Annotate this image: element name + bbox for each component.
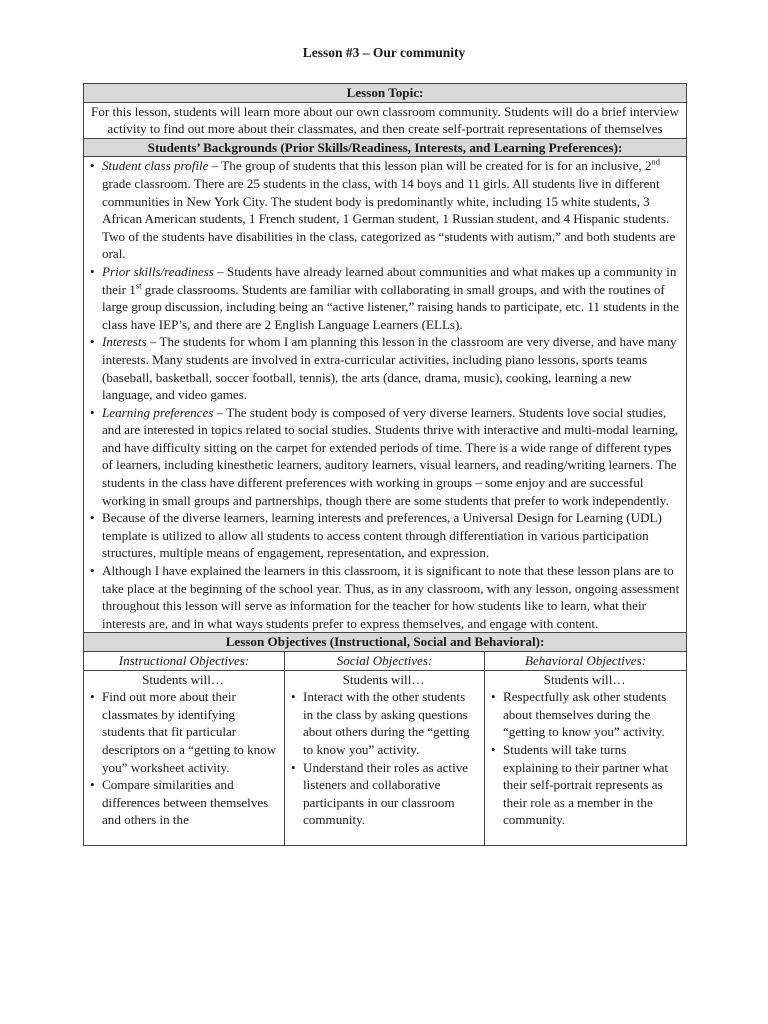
list-item: • Respectfully ask other students about themselves during the “getting to know you” activity. (489, 688, 680, 741)
list-item: • Find out more about their classmates by identifying students that fit particular descriptors on a “getting to know you” worksheet activity. (88, 688, 278, 776)
lesson-topic-header: Lesson Topic: (84, 84, 687, 103)
behavioral-objectives-title: Behavioral Objectives: (485, 652, 687, 671)
list-item: • Students will take turns explaining to their partner what their self-portrait represents as their role as a member in the community. (489, 741, 680, 829)
list-item: • Although I have explained the learners in this classroom, it is significant to note that these lesson plans are to take place at the beginning of the school year. Thus, as in any classroom, with any lesson, ongoing assessment throughout this lesson will serve as information for the teacher for how students like to learn, what their interests are, and in what ways students prefer to express themselves, and engage with content. (88, 562, 682, 632)
backgrounds-header: Students’ Backgrounds (Prior Skills/Readiness, Interests, and Learning Preferences): (84, 138, 687, 157)
instructional-objectives-list (88, 688, 278, 829)
behavioral-objectives-cell (485, 670, 687, 845)
list-item: • Because of the diverse learners, learning interests and preferences, a Universal Design for Learning (UDL) template is utilized to allow all students to access content through differentiation in various participation structures, multiple means of engagement, representation, and expression. (88, 509, 682, 562)
instructional-objectives-cell (84, 670, 285, 845)
list-item: • Interests – The students for whom I am planning this lesson in the classroom are very diverse, and have many interests. Many students are involved in extra-curricular activities, including piano lessons, sports teams (baseball, basketball, soccer football, tennis), the arts (dance, drama, music), cooking, learning a new language, and video games. (88, 333, 682, 403)
item-label: Interests (102, 334, 147, 350)
students-will-lead: Students will… (142, 671, 224, 687)
objectives-header: Lesson Objectives (Instructional, Social and Behavioral): (84, 633, 687, 652)
backgrounds-cell (84, 157, 687, 633)
behavioral-objectives-list (489, 688, 680, 829)
backgrounds-list (88, 157, 682, 632)
list-item: • Student class profile – The group of students that this lesson plan will be created for is for an inclusive, 2nd grade classroom. There are 25 students in the class, with 14 boys and 11 girls. All students live in different communities in New York City. The student body is predominantly white, including 15 white students, 3 African American students, 1 French student, 1 German student, 1 Russian student, and 4 Hispanic students. Two of the students have disabilities in the class, categorized as “students with autism,” and both students are oral. (88, 157, 682, 263)
social-objectives-list (289, 688, 478, 829)
list-item: • Learning preferences – The student body is composed of very diverse learners. Students love social studies, and are interested in topics related to social studies. Students thrive with interactive and multi-modal learning, and have difficulty sitting on the carpet for extended periods of time. There is a wide range of different types of learners, including kinesthetic learners, auditory learners, visual learners, and reading/writing learners. The students in the class have different preferences with working in groups – some enjoy and are successful working in small groups and partnerships, though there are some students that prefer to work independently. (88, 404, 682, 510)
list-item: • Interact with the other students in the class by asking questions about others during the “getting to know you” activity. (289, 688, 478, 758)
lesson-topic-text: For this lesson, students will learn more about our own classroom community. Students will do a brief interview activity to find out more about their classmates, and then create self-portrait representations of themselves (84, 102, 687, 138)
students-will-lead: Students will… (342, 671, 425, 687)
instructional-objectives-title: Instructional Objectives: (84, 652, 285, 671)
item-label: Prior skills/readiness (102, 263, 214, 279)
social-objectives-title: Social Objectives: (285, 652, 485, 671)
list-item: • Understand their roles as active listeners and collaborative participants in our classroom community. (289, 759, 478, 829)
lesson-plan-table (83, 83, 687, 846)
list-item: • Prior skills/readiness – Students have already learned about communities and what makes up a community in their 1st grade classrooms. Students are familiar with collaborating in small groups, and with the routines of large group discussion, including being an “active listener,” raising hands to participate, etc. 11 students in the class have IEP’s, and there are 2 English Language Learners (ELLs). (88, 263, 682, 333)
list-item: • Compare similarities and differences between themselves and others in the (88, 776, 278, 829)
page-title: Lesson #3 – Our community (302, 45, 466, 60)
item-label: Student class profile (102, 158, 209, 174)
social-objectives-cell (285, 670, 485, 845)
students-will-lead: Students will… (543, 671, 626, 687)
item-label: Learning preferences (102, 404, 214, 420)
